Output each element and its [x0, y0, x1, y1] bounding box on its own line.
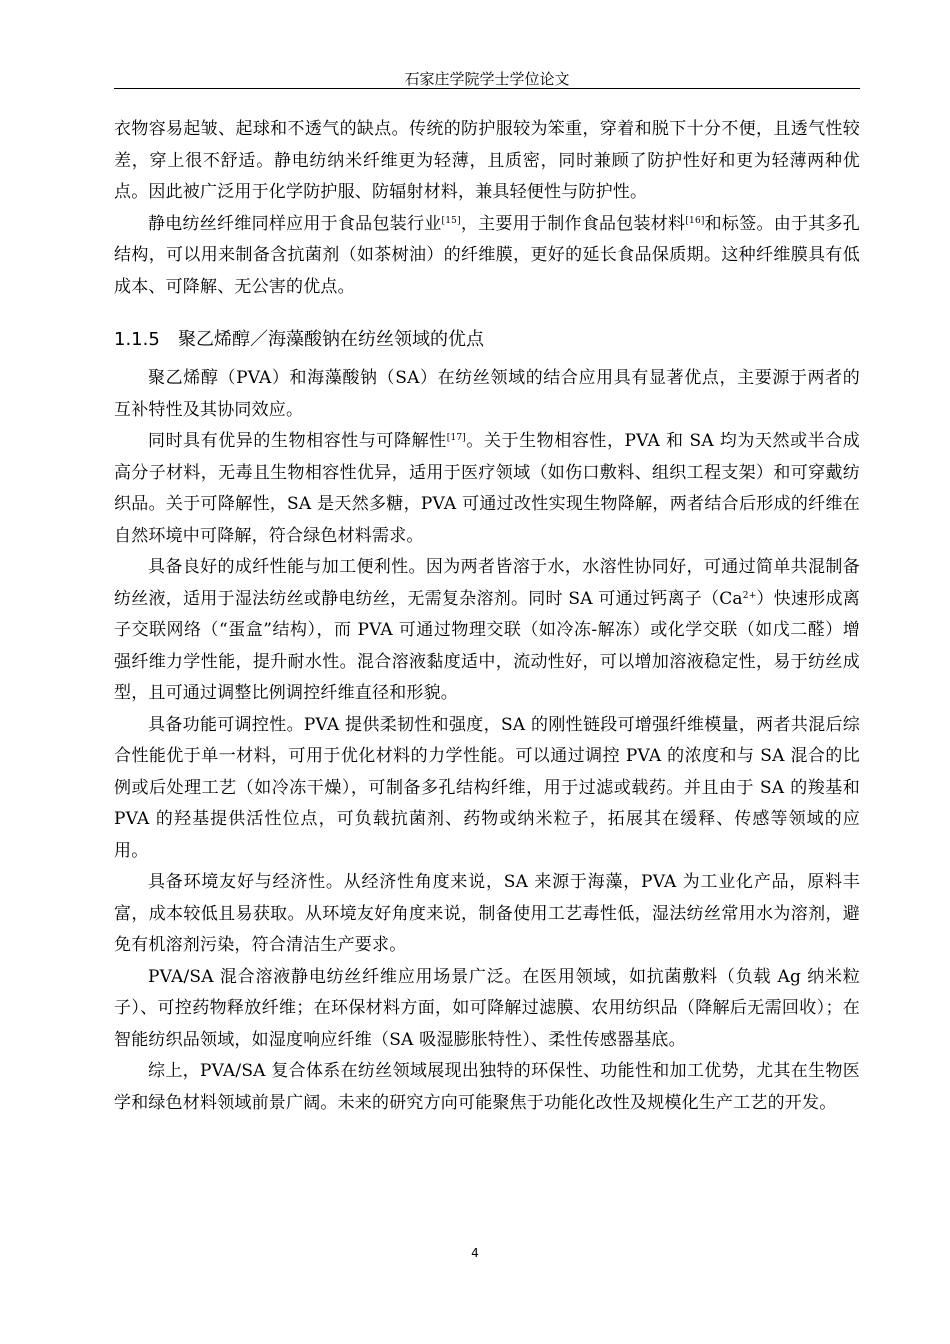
paragraph-applications: PVA/SA 混合溶液静电纺丝纤维应用场景广泛。在医用领域，如抗菌敷料（负载 Ag 纳米粒子）、可控药物释放纤维；在环保材料方面，如可降解过滤膜、农用纺织品（降解后无需回收）；在智能纺织品领域，如湿度响应纤维（SA 吸湿膨胀特性）、柔性传感器基底。 — [114, 966, 860, 1050]
section-title: 聚乙烯醇／海藻酸钠在纺丝领域的优点 — [178, 329, 484, 350]
paragraph-conclusion: 综上，PVA/SA 复合体系在纺丝领域展现出独特的环保性、功能性和加工优势，尤其在生物医学和绿色材料领域前景广阔。未来的研究方向可能聚焦于功能化改性及规模化生产工艺的开发。 — [114, 1061, 860, 1113]
text-segment: ，主要用于制作食品包装材料 — [460, 213, 686, 234]
paragraph-biocompatibility — [114, 426, 860, 552]
paragraph-eco-economy: 具备环境友好与经济性。从经济性角度来说，SA 来源于海藻，PVA 为工业化产品，原料丰富，成本较低且易获取。从环境友好角度来说，制备使用工艺毒性低，湿法纺丝常用水为溶剂，避免有机溶剂污染，符合清洁生产要求。 — [114, 872, 860, 955]
text-segment: ）快速形成离子交联网络（“蛋盒”结构），而 PVA 可通过物理交联（如冷冻-解冻）或化学交联（如戊二醛）增强纤维力学性能，提升耐水性。混合溶液黏度适中，流动性好，可以增加溶液稳定性，易于纺丝成型，且可通过调整比例调控纤维直径和形貌。 — [114, 588, 860, 703]
citation-ref: [15] — [441, 215, 461, 226]
paragraph-food-packaging — [114, 209, 860, 304]
paragraph-protective-clothing: 衣物容易起皱、起球和不透气的缺点。传统的防护服较为笨重，穿着和脱下十分不便，且透气性较差，穿上很不舒适。静电纺纳米纤维更为轻薄，且质密，同时兼顾了防护性好和更为轻薄两种优点。因此被广泛用于化学防护服、防辐射材料，兼具轻便性与防护性。 — [114, 119, 860, 202]
page-number: 4 — [471, 1246, 479, 1260]
text-segment: 静电纺丝纤维同样应用于食品包装行业 — [148, 213, 442, 234]
section-heading — [114, 327, 860, 353]
section-number: 1.1.5 — [114, 329, 160, 350]
citation-ref: [17] — [446, 433, 467, 443]
header-divider — [114, 88, 860, 89]
text-segment: 和标签。由于其多孔结构，可以用来制备含抗菌剂（如茶树油）的纤维膜，更好的延长食品保质期。这种纤维膜具有低成本、可降解、无公害的优点。 — [114, 213, 860, 297]
text-segment: 同时具有优异的生物相容性与可降解性 — [148, 431, 447, 451]
paragraph-tunability: 具备功能可调控性。PVA 提供柔韧性和强度，SA 的刚性链段可增强纤维模量，两者共混后综合性能优于单一材料，可用于优化材料的力学性能。可以通过调控 PVA 的浓度和与 SA 混合的比例或后处理工艺（如冷冻干燥），可制备多孔结构纤维，用于过滤或载药。并且由于 SA 的羧基和 PVA 的羟基提供活性位点，可负载抗菌剂、药物或纳米粒子，拓展其在缓释、传感等领域的应用。 — [114, 714, 860, 861]
superscript-charge: 2+ — [742, 590, 757, 601]
running-header-title: 石家庄学院学士学位论文 — [404, 70, 570, 88]
paragraph-fiber-forming — [114, 552, 860, 710]
citation-ref: [16] — [685, 215, 705, 226]
text-segment: 。关于生物相容性，PVA 和 SA 均为天然或半合成高分子材料，无毒且生物相容性优异，适用于医疗领域（如伤口敷料、组织工程支架）和可穿戴纺织品。关于可降解性，SA 是天然多糖，PVA 可通过改性实现生物降解，两者结合后形成的纤维在自然环境中可降解，符合绿色材料需求。 — [114, 431, 861, 546]
paragraph-intro: 聚乙烯醇（PVA）和海藻酸钠（SA）在纺丝领域的结合应用具有显著优点，主要源于两者的互补特性及其协同效应。 — [114, 368, 860, 420]
page-body — [114, 114, 860, 1119]
text-segment: 具备良好的成纤性能与加工便利性。因为两者皆溶于水，水溶性协同好，可通过简单共混制备纺丝液，适用于湿法纺丝或静电纺丝，无需复杂溶剂。同时 SA 可通过钙离子（Ca — [114, 557, 860, 609]
